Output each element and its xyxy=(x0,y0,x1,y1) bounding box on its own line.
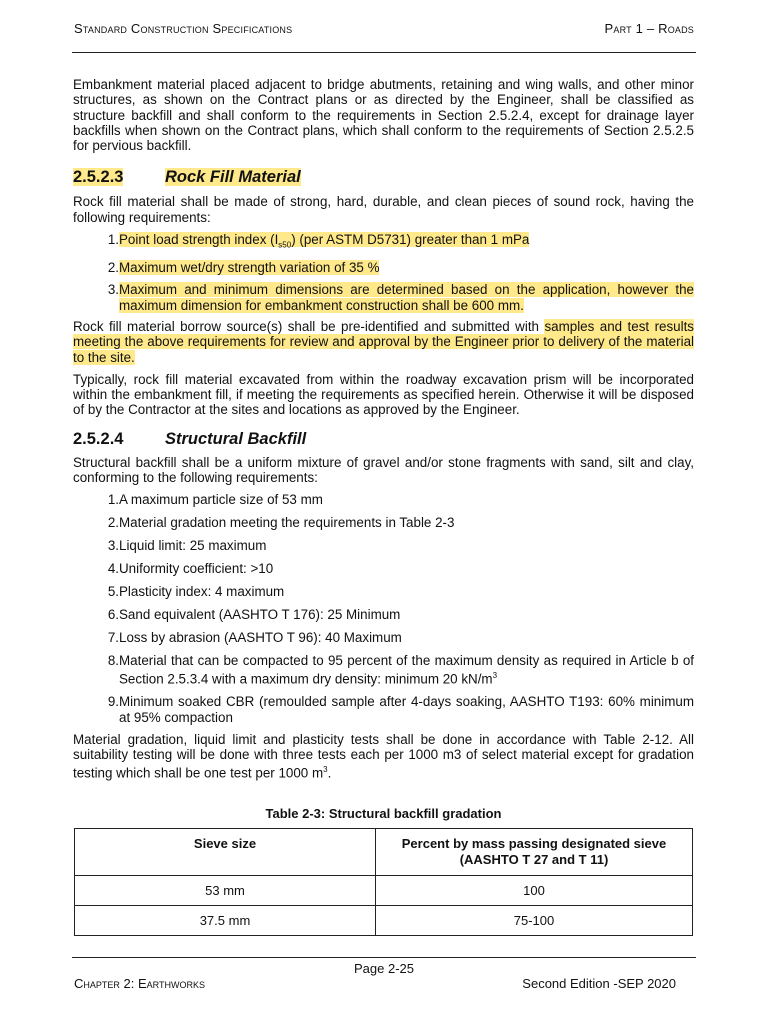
list-item: 4. Uniformity coefficient: >10 xyxy=(107,560,274,576)
table-cell-sieve: 53 mm xyxy=(75,876,376,906)
list-item: 9. Minimum soaked CBR (remoulded sample after 4-days soaking, AASHTO T193: 60% minimum at 95% compaction xyxy=(107,694,694,725)
rockfill-requirements-list xyxy=(73,232,694,313)
table-cell-passing: 75-100 xyxy=(376,906,693,936)
gradation-table xyxy=(74,828,693,936)
column-header-sieve-size: Sieve size xyxy=(75,829,376,876)
section-heading-2523 xyxy=(73,166,694,188)
table-header-row xyxy=(75,829,693,876)
list-item xyxy=(73,260,694,275)
list-item: 3. Liquid limit: 25 maximum xyxy=(107,538,267,554)
structural-backfill-intro: Structural backfill shall be a uniform mixture of gravel and/or stone fragments with sand, silt and clay, conforming to the following requirements: xyxy=(73,454,694,486)
list-text: Maximum and minimum dimensions are determined based on the application, however the maximum dimension for embankment construction shall be 600 mm. xyxy=(119,282,694,313)
list-item: 7. Loss by abrasion (AASHTO T 96): 40 Maximum xyxy=(107,629,402,645)
testing-paragraph: Material gradation, liquid limit and plasticity tests shall be done in accordance with Table 2-12. All suitability testing will be done with three tests each per 1000 m3 of select material except for gradation testing which shall be one test per 1000 $m^3$. xyxy=(73,731,694,781)
section-title: Structural Backfill xyxy=(165,429,307,448)
footer-chapter: Chapter 2: Earthworks xyxy=(74,976,205,991)
footer-rule xyxy=(72,957,696,958)
header-right-title: Part 1 – Roads xyxy=(604,21,694,36)
section-number: 2.5.2.3 xyxy=(73,168,124,187)
table-row xyxy=(75,876,693,906)
section-title: Rock Fill Material xyxy=(165,168,301,187)
list-item xyxy=(73,282,694,313)
page-number: Page 2-25 xyxy=(354,961,414,976)
column-header-percent-passing: Percent by mass passing designated sieve (AASHTO T 27 and T 11) xyxy=(376,829,693,876)
rockfill-intro: Rock fill material shall be made of strong, hard, durable, and clean pieces of sound rock, having the following requirements: xyxy=(73,194,694,225)
footer-edition: Second Edition -SEP 2020 xyxy=(522,976,676,991)
list-text: Maximum wet/dry strength variation of 35 % xyxy=(119,260,380,276)
intro-paragraph: Embankment material placed adjacent to bridge abutments, retaining and wing walls, and other minor structures, as shown on the Contract plans or as directed by the Engineer, shall be classified as structure backfill and shall conform to the requirements in Section 2.5.2.4, except for drainage layer backfills when shown on the Contract plans, which shall conform to the requirements of Section 2.5.2.5 for pervious backfill. xyxy=(73,77,694,154)
list-text: Point load strength index $(I_{s50})$ (per ASTM D5731) greater than 1 mPa xyxy=(119,232,530,250)
list-item xyxy=(73,232,694,253)
list-item: 8. Material that can be compacted to 95 percent of the maximum density as required in Article b of Section 2.5.3.4 with a maximum dry density: minimum 20 $kN/m^3$ xyxy=(107,652,694,687)
table-cell-sieve: 37.5 mm xyxy=(75,906,376,936)
table-caption: Table 2-3: Structural backfill gradation xyxy=(265,806,502,822)
table-cell-passing: 100 xyxy=(376,876,693,906)
table-row xyxy=(75,906,693,936)
page-header xyxy=(74,14,694,36)
page-content xyxy=(73,77,694,936)
section-number: 2.5.2.4 xyxy=(73,429,124,448)
header-left-title: Standard Construction Specifications xyxy=(74,21,293,36)
list-item: 6. Sand equivalent (AASHTO T 176): 25 Minimum xyxy=(107,606,401,622)
borrow-source-paragraph: Rock fill material borrow source(s) shall be pre-identified and submitted with samples and test results meeting the above requirements for review and approval by the Engineer prior to delivery of the material to the site. xyxy=(73,318,695,365)
excavated-material-paragraph: Typically, rock fill material excavated from within the roadway excavation prism will be incorporated within the embankment fill, if meeting the requirements as specified herein. Otherwise it will be disposed of by the Contractor at the sites and locations as approved by the Engineer. xyxy=(73,371,694,418)
list-number: 1. xyxy=(107,232,119,248)
list-item: 2. Material gradation meeting the requirements in Table 2-3 xyxy=(107,515,455,531)
structural-backfill-requirements-list xyxy=(73,492,694,724)
list-number: 2. xyxy=(107,260,119,276)
section-heading-2524 xyxy=(73,428,694,450)
list-item: 1. A maximum particle size of 53 mm xyxy=(107,492,323,508)
list-number: 3. xyxy=(107,282,119,298)
header-rule xyxy=(72,52,696,53)
list-item: 5. Plasticity index: 4 maximum xyxy=(107,583,285,599)
